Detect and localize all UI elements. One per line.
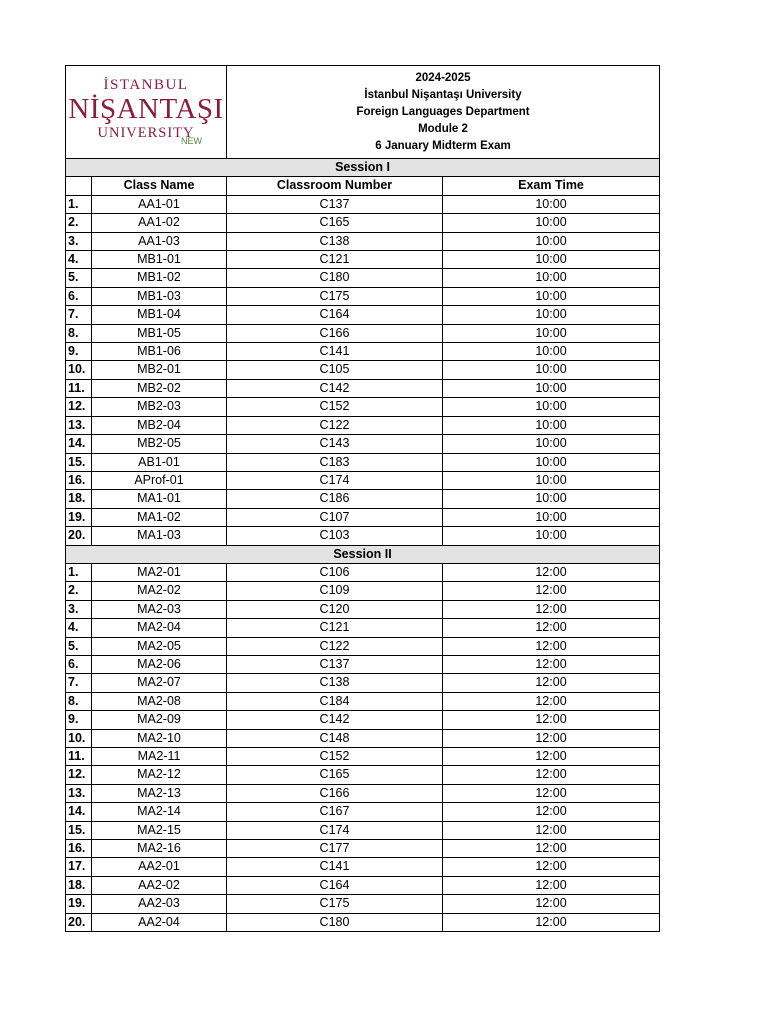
row-number: 6. [66, 655, 92, 673]
header-row [66, 66, 660, 159]
classroom-number-cell: C183 [227, 453, 443, 471]
table-row [66, 766, 660, 784]
table-row [66, 508, 660, 526]
table-row [66, 251, 660, 269]
classroom-number-cell: C175 [227, 287, 443, 305]
classroom-number-cell: C165 [227, 766, 443, 784]
row-number: 12. [66, 766, 92, 784]
classroom-number-cell: C152 [227, 748, 443, 766]
exam-time-cell: 12:00 [443, 895, 660, 913]
table-row [66, 784, 660, 802]
session-title: Session II [66, 545, 660, 563]
session-row [66, 159, 660, 177]
exam-time-cell: 10:00 [443, 287, 660, 305]
table-row [66, 619, 660, 637]
exam-time-cell: 12:00 [443, 711, 660, 729]
class-name-cell: MB1-05 [92, 324, 227, 342]
row-number: 18. [66, 876, 92, 894]
table-row [66, 858, 660, 876]
classroom-number-cell: C186 [227, 490, 443, 508]
table-row [66, 306, 660, 324]
table-row [66, 674, 660, 692]
classroom-number-cell: C174 [227, 471, 443, 489]
classroom-number-cell: C166 [227, 324, 443, 342]
class-name-cell: AA2-04 [92, 913, 227, 931]
classroom-number-cell: C167 [227, 803, 443, 821]
class-name-cell: MA2-13 [92, 784, 227, 802]
row-number: 2. [66, 582, 92, 600]
logo-line-4: NEW [181, 136, 202, 147]
table-row [66, 655, 660, 673]
class-name-cell: MB2-03 [92, 398, 227, 416]
exam-time-cell: 12:00 [443, 563, 660, 581]
exam-time-cell: 10:00 [443, 361, 660, 379]
class-name-cell: MB2-01 [92, 361, 227, 379]
logo-line-1: İSTANBUL [103, 76, 189, 93]
row-number: 19. [66, 508, 92, 526]
row-number: 8. [66, 324, 92, 342]
exam-time-cell: 12:00 [443, 582, 660, 600]
table-row [66, 471, 660, 489]
row-number: 11. [66, 379, 92, 397]
class-name-cell: MA2-16 [92, 840, 227, 858]
exam-time-cell: 10:00 [443, 195, 660, 213]
classroom-number-cell: C164 [227, 306, 443, 324]
table-row [66, 269, 660, 287]
row-number: 20. [66, 527, 92, 545]
classroom-number-cell: C137 [227, 195, 443, 213]
table-row [66, 803, 660, 821]
exam-time-cell: 12:00 [443, 619, 660, 637]
row-number: 1. [66, 563, 92, 581]
classroom-number-cell: C106 [227, 563, 443, 581]
table-row [66, 876, 660, 894]
class-name-cell: MB2-02 [92, 379, 227, 397]
row-number: 5. [66, 269, 92, 287]
row-number: 5. [66, 637, 92, 655]
row-number: 3. [66, 232, 92, 250]
classroom-number-cell: C166 [227, 784, 443, 802]
table-row [66, 343, 660, 361]
classroom-number-cell: C152 [227, 398, 443, 416]
row-number: 14. [66, 803, 92, 821]
exam-time-cell: 12:00 [443, 821, 660, 839]
row-number: 13. [66, 416, 92, 434]
class-name-cell: MA2-08 [92, 692, 227, 710]
table-row [66, 232, 660, 250]
row-number: 18. [66, 490, 92, 508]
class-name-cell: AA2-01 [92, 858, 227, 876]
exam-time-cell: 12:00 [443, 913, 660, 931]
exam-time-cell: 10:00 [443, 490, 660, 508]
row-number: 11. [66, 748, 92, 766]
class-name-cell: AA1-01 [92, 195, 227, 213]
exam-time-cell: 10:00 [443, 324, 660, 342]
row-number: 16. [66, 471, 92, 489]
exam-time-cell: 10:00 [443, 232, 660, 250]
class-name-cell: MB2-04 [92, 416, 227, 434]
class-name-cell: MA2-15 [92, 821, 227, 839]
row-number: 7. [66, 306, 92, 324]
classroom-number-cell: C175 [227, 895, 443, 913]
classroom-number-cell: C120 [227, 600, 443, 618]
exam-time-cell: 12:00 [443, 876, 660, 894]
row-number: 6. [66, 287, 92, 305]
logo-cell [66, 66, 227, 159]
exam-time-cell: 10:00 [443, 343, 660, 361]
class-name-cell: MA2-14 [92, 803, 227, 821]
class-name-cell: MA1-02 [92, 508, 227, 526]
classroom-number-cell: C177 [227, 840, 443, 858]
table-row [66, 821, 660, 839]
classroom-number-cell: C143 [227, 435, 443, 453]
class-name-cell: MB2-05 [92, 435, 227, 453]
table-row [66, 729, 660, 747]
exam-time-cell: 12:00 [443, 637, 660, 655]
exam-time-cell: 10:00 [443, 471, 660, 489]
classroom-number-cell: C122 [227, 416, 443, 434]
schedule-body [66, 66, 660, 932]
logo-line-2: NİŞANTAŞI [68, 92, 224, 125]
row-number: 14. [66, 435, 92, 453]
classroom-number-cell: C148 [227, 729, 443, 747]
exam-schedule-sheet [65, 65, 659, 932]
exam-time-cell: 10:00 [443, 508, 660, 526]
class-name-cell: AProf-01 [92, 471, 227, 489]
row-number: 8. [66, 692, 92, 710]
class-name-cell: MA2-01 [92, 563, 227, 581]
table-row [66, 840, 660, 858]
class-name-cell: MA2-03 [92, 600, 227, 618]
table-row [66, 582, 660, 600]
exam-time-cell: 10:00 [443, 269, 660, 287]
class-name-cell: MA2-06 [92, 655, 227, 673]
table-row [66, 490, 660, 508]
classroom-number-cell: C142 [227, 379, 443, 397]
row-number: 9. [66, 711, 92, 729]
class-name-cell: MA2-11 [92, 748, 227, 766]
classroom-number-cell: C180 [227, 269, 443, 287]
class-name-cell: MB1-06 [92, 343, 227, 361]
session-row [66, 545, 660, 563]
table-row [66, 195, 660, 213]
class-name-cell: MA2-04 [92, 619, 227, 637]
exam-time-cell: 12:00 [443, 803, 660, 821]
class-name-cell: AA2-02 [92, 876, 227, 894]
classroom-number-cell: C122 [227, 637, 443, 655]
classroom-number-cell: C165 [227, 214, 443, 232]
classroom-number-cell: C103 [227, 527, 443, 545]
exam-time-cell: 12:00 [443, 784, 660, 802]
table-row [66, 692, 660, 710]
column-header: Classroom Number [227, 177, 443, 195]
classroom-number-cell: C138 [227, 674, 443, 692]
table-row [66, 398, 660, 416]
class-name-cell: MA2-12 [92, 766, 227, 784]
row-number: 19. [66, 895, 92, 913]
table-row [66, 287, 660, 305]
table-row [66, 711, 660, 729]
row-number: 9. [66, 343, 92, 361]
column-header-row [66, 177, 660, 195]
classroom-number-cell: C138 [227, 232, 443, 250]
exam-time-cell: 12:00 [443, 729, 660, 747]
session-title: Session I [66, 159, 660, 177]
exam-time-cell: 12:00 [443, 748, 660, 766]
classroom-number-cell: C105 [227, 361, 443, 379]
class-name-cell: MB1-01 [92, 251, 227, 269]
classroom-number-cell: C184 [227, 692, 443, 710]
exam-time-cell: 12:00 [443, 674, 660, 692]
row-number: 4. [66, 251, 92, 269]
table-row [66, 453, 660, 471]
class-name-cell: MA2-07 [92, 674, 227, 692]
exam-time-cell: 12:00 [443, 858, 660, 876]
table-row [66, 379, 660, 397]
classroom-number-cell: C142 [227, 711, 443, 729]
class-name-cell: MB1-04 [92, 306, 227, 324]
university-name: İstanbul Nişantaşı University [364, 88, 522, 101]
classroom-number-cell: C180 [227, 913, 443, 931]
exam-schedule-table [65, 65, 660, 932]
exam-time-cell: 12:00 [443, 766, 660, 784]
class-name-cell: AA2-03 [92, 895, 227, 913]
row-number: 2. [66, 214, 92, 232]
exam-time-cell: 12:00 [443, 600, 660, 618]
department-name: Foreign Languages Department [356, 105, 530, 118]
exam-time-cell: 12:00 [443, 692, 660, 710]
row-number: 15. [66, 453, 92, 471]
table-row [66, 416, 660, 434]
column-header-number [66, 177, 92, 195]
exam-name: 6 January Midterm Exam [375, 139, 511, 152]
table-row [66, 913, 660, 931]
classroom-number-cell: C137 [227, 655, 443, 673]
module-name: Module 2 [418, 122, 468, 135]
university-logo [66, 78, 226, 147]
exam-time-cell: 10:00 [443, 306, 660, 324]
exam-time-cell: 10:00 [443, 416, 660, 434]
exam-time-cell: 12:00 [443, 840, 660, 858]
class-name-cell: MA2-05 [92, 637, 227, 655]
row-number: 10. [66, 361, 92, 379]
classroom-number-cell: C121 [227, 619, 443, 637]
table-row [66, 361, 660, 379]
row-number: 1. [66, 195, 92, 213]
exam-time-cell: 10:00 [443, 251, 660, 269]
table-row [66, 600, 660, 618]
classroom-number-cell: C109 [227, 582, 443, 600]
classroom-number-cell: C164 [227, 876, 443, 894]
exam-time-cell: 10:00 [443, 453, 660, 471]
class-name-cell: MA1-01 [92, 490, 227, 508]
classroom-number-cell: C141 [227, 343, 443, 361]
row-number: 3. [66, 600, 92, 618]
row-number: 16. [66, 840, 92, 858]
classroom-number-cell: C107 [227, 508, 443, 526]
exam-time-cell: 12:00 [443, 655, 660, 673]
exam-time-cell: 10:00 [443, 527, 660, 545]
row-number: 12. [66, 398, 92, 416]
classroom-number-cell: C141 [227, 858, 443, 876]
exam-time-cell: 10:00 [443, 435, 660, 453]
class-name-cell: MA2-09 [92, 711, 227, 729]
title-cell [227, 66, 660, 159]
class-name-cell: AB1-01 [92, 453, 227, 471]
row-number: 20. [66, 913, 92, 931]
table-row [66, 895, 660, 913]
table-row [66, 435, 660, 453]
class-name-cell: MA2-10 [92, 729, 227, 747]
row-number: 17. [66, 858, 92, 876]
column-header: Exam Time [443, 177, 660, 195]
logo-line-3: UNIVERSITY [97, 124, 195, 141]
class-name-cell: MA1-03 [92, 527, 227, 545]
table-row [66, 748, 660, 766]
classroom-number-cell: C174 [227, 821, 443, 839]
table-row [66, 527, 660, 545]
academic-year: 2024-2025 [415, 71, 471, 84]
column-header: Class Name [92, 177, 227, 195]
class-name-cell: MB1-02 [92, 269, 227, 287]
table-row [66, 563, 660, 581]
table-row [66, 324, 660, 342]
class-name-cell: AA1-03 [92, 232, 227, 250]
class-name-cell: MB1-03 [92, 287, 227, 305]
row-number: 10. [66, 729, 92, 747]
class-name-cell: AA1-02 [92, 214, 227, 232]
exam-time-cell: 10:00 [443, 398, 660, 416]
table-row [66, 214, 660, 232]
exam-time-cell: 10:00 [443, 379, 660, 397]
classroom-number-cell: C121 [227, 251, 443, 269]
row-number: 4. [66, 619, 92, 637]
row-number: 7. [66, 674, 92, 692]
exam-time-cell: 10:00 [443, 214, 660, 232]
row-number: 15. [66, 821, 92, 839]
table-row [66, 637, 660, 655]
row-number: 13. [66, 784, 92, 802]
class-name-cell: MA2-02 [92, 582, 227, 600]
